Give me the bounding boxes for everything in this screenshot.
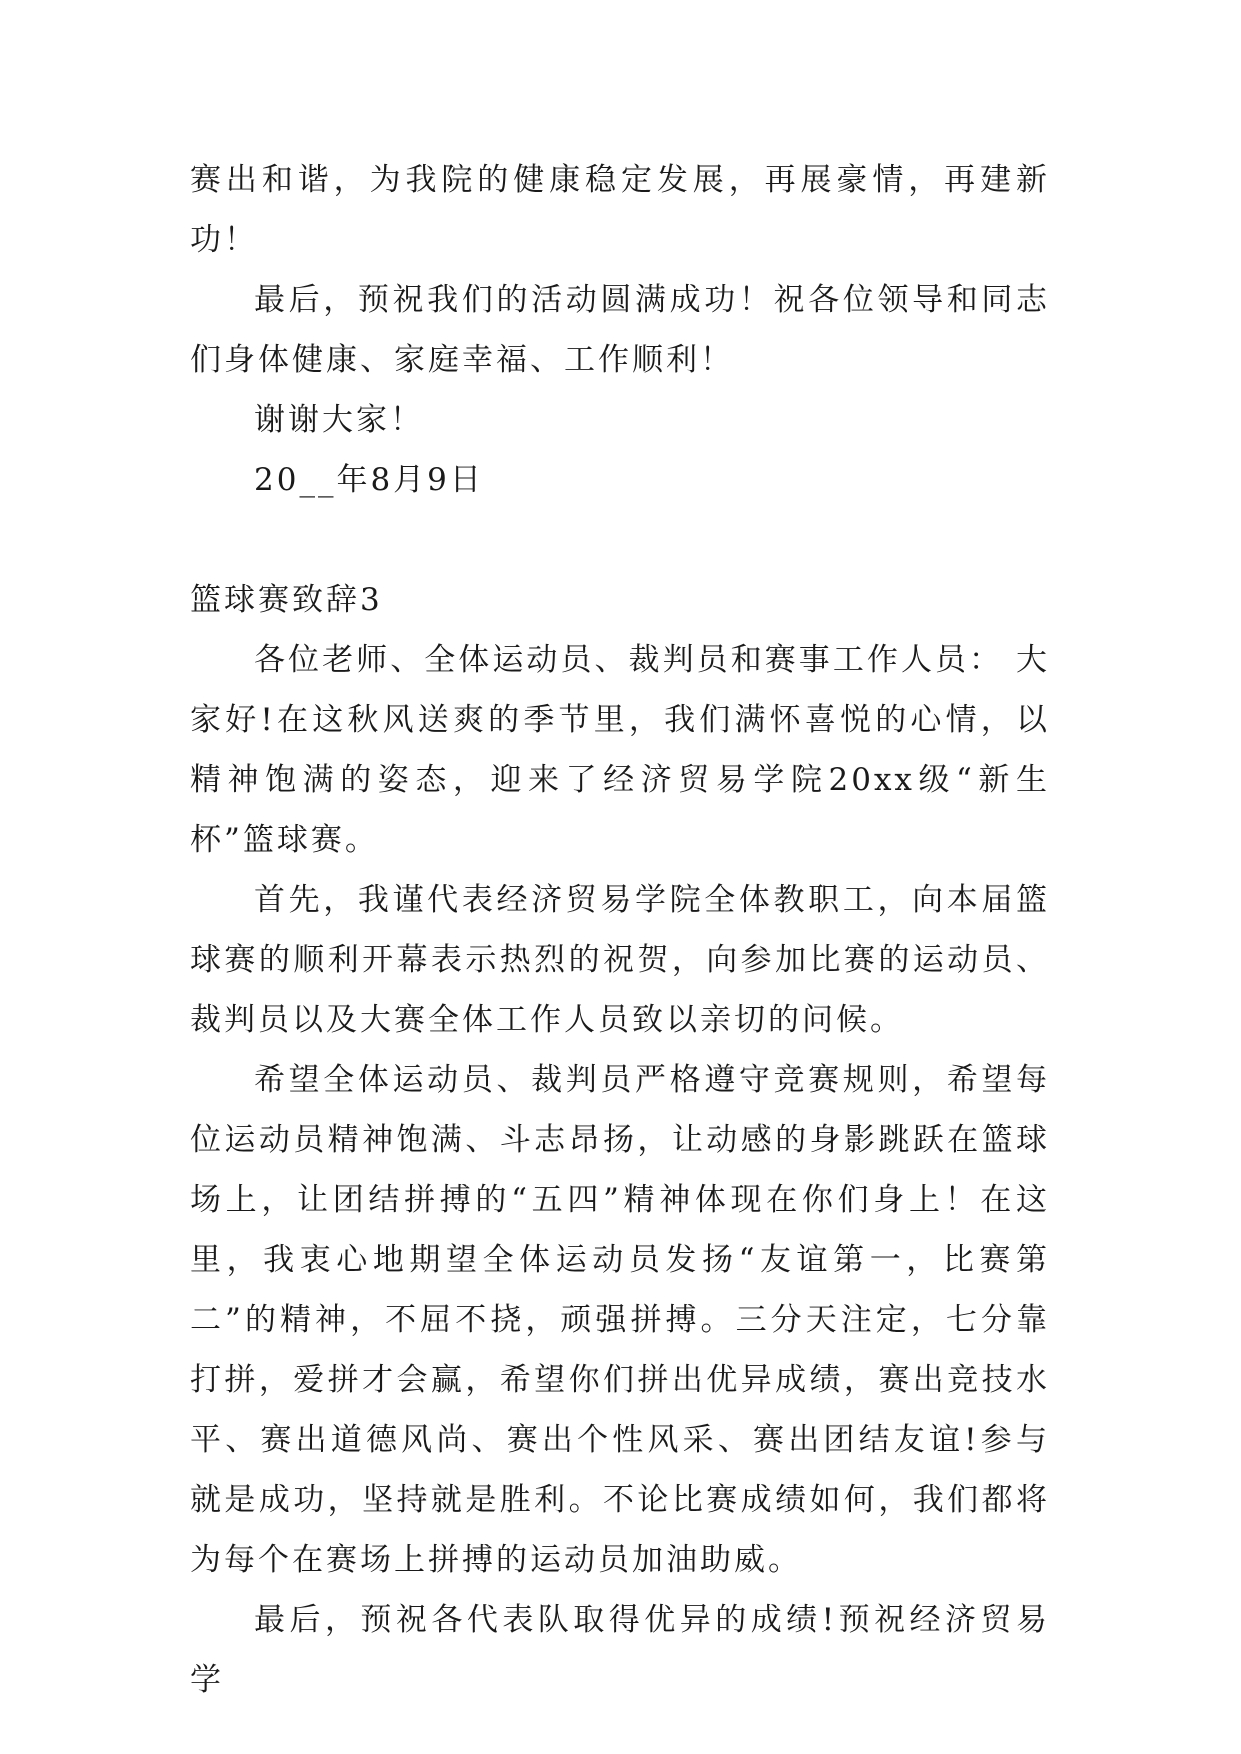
paragraph-greeting: 各位老师、全体运动员、裁判员和赛事工作人员： 大家好!在这秋风送爽的季节里，我们满怀喜悦的心情，以精神饱满的姿态，迎来了经济贸易学院20xx级“新生杯”篮球赛。: [190, 642, 1050, 858]
paragraph-thanks: 谢谢大家！: [254, 402, 424, 438]
paragraph-closing-wishes: 最后，预祝我们的活动圆满成功！祝各位领导和同志们身体健康、家庭幸福、工作顺利！: [190, 282, 1050, 378]
paragraph-date: 20__年8月9日: [254, 462, 484, 498]
paragraph-hopes: 希望全体运动员、裁判员严格遵守竞赛规则，希望每位运动员精神饱满、斗志昂扬，让动感的身影跳跃在篮球场上，让团结拼搏的“五四”精神体现在你们身上！在这里，我衷心地期望全体运动员发扬“友谊第一，比赛第二”的精神，不屈不挠，顽强拼搏。三分天注定，七分靠打拼，爱拼才会赢，希望你们拼出优异成绩，赛出竞技水平、赛出道德风尚、赛出个性风采、赛出团结友谊!参与就是成功，坚持就是胜利。不论比赛成绩如何，我们都将为每个在赛场上拼搏的运动员加油助威。: [190, 1062, 1050, 1578]
section-title: 篮球赛致辞3: [190, 582, 383, 618]
paragraph-congratulations: 首先，我谨代表经济贸易学院全体教职工，向本届篮球赛的顺利开幕表示热烈的祝贺，向参加比赛的运动员、裁判员以及大赛全体工作人员致以亲切的问候。: [190, 882, 1050, 1038]
section-spacer: [190, 510, 1050, 570]
paragraph-continuation: 赛出和谐，为我院的健康稳定发展，再展豪情，再建新功！: [190, 162, 1050, 258]
document-body: [190, 150, 1050, 1710]
paragraph-final-wishes: 最后，预祝各代表队取得优异的成绩!预祝经济贸易学: [190, 1602, 1050, 1698]
